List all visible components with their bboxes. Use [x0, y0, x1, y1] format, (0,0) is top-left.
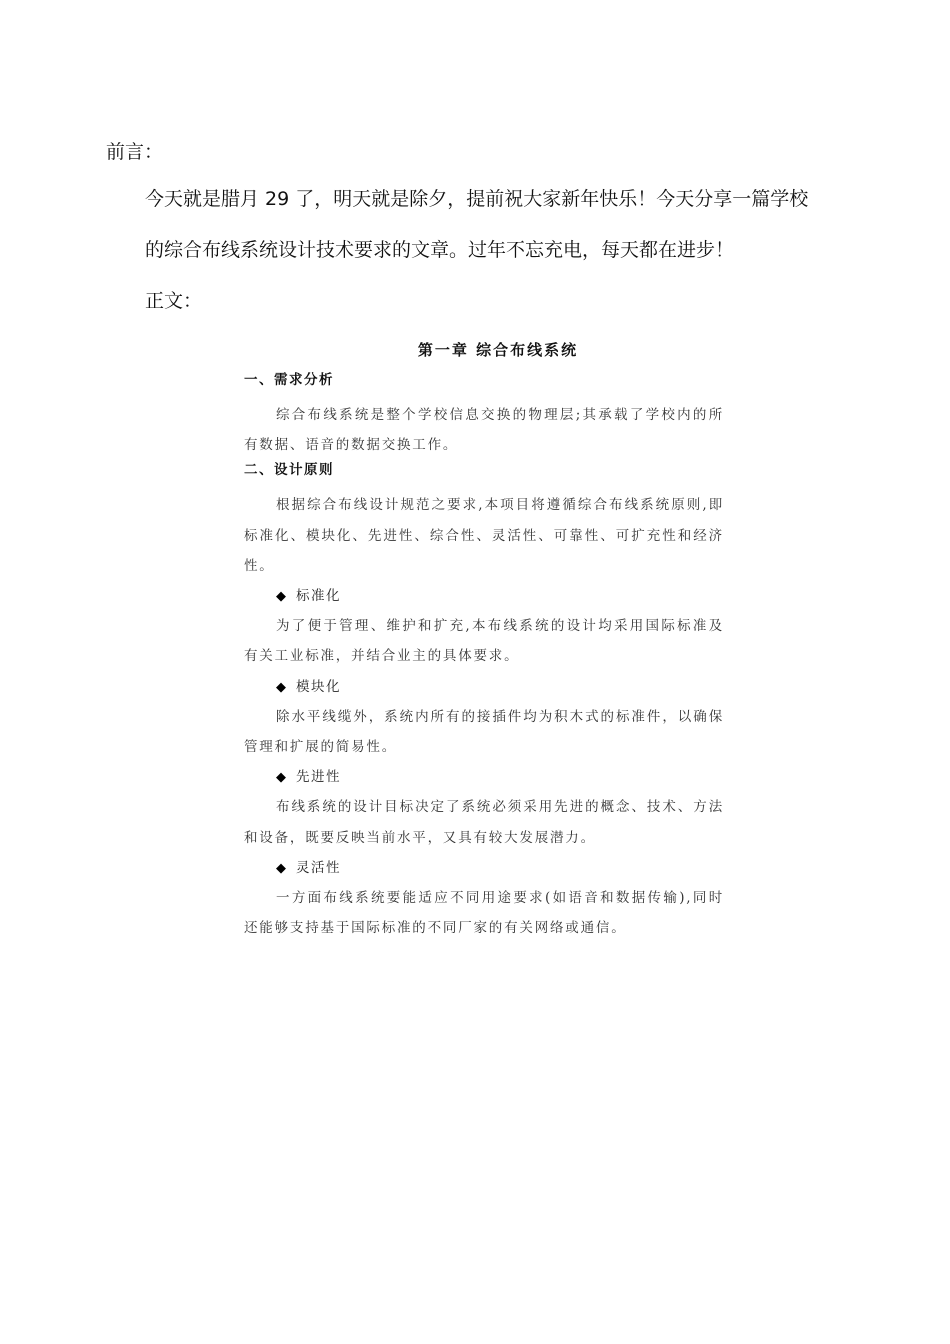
bullet-item-flexibility [244, 853, 724, 883]
modularity-paragraph: 除水平线缆外，系统内所有的接插件均为积木式的标准件，以确保管理和扩展的简易性。 [244, 708, 724, 755]
bullet-item-standardization [244, 581, 724, 611]
bullet-title: 模块化 [296, 678, 341, 695]
bullet-item-modularity [244, 672, 724, 702]
diamond-bullet-icon: ◆ [276, 860, 286, 876]
preface-label: 前言： [106, 141, 164, 163]
bullet-item-advancement [244, 762, 724, 792]
bullet-title: 灵活性 [296, 859, 341, 876]
advancement-paragraph: 布线系统的设计目标决定了系统必须采用先进的概念、技术、方法和设备，既要反映当前水平，又具有较大发展潜力。 [244, 799, 724, 846]
flexibility-paragraph: 一方面布线系统要能适应不同用途要求(如语音和数据传输),同时还能够支持基于国际标准的不同厂家的有关网络或通信。 [244, 889, 724, 937]
section-heading-requirements: 一、需求分析 [244, 372, 334, 388]
embedded-document [244, 340, 724, 943]
diamond-bullet-icon: ◆ [276, 589, 286, 605]
chapter-title: 第一章 综合布线系统 [417, 341, 579, 359]
diamond-bullet-icon: ◆ [276, 770, 286, 786]
principles-paragraph: 根据综合布线设计规范之要求,本项目将遵循综合布线系统原则,即标准化、模块化、先进性、综合性、灵活性、可靠性、可扩充性和经济性。 [244, 497, 724, 574]
intro-text-line-2: 的综合布线系统设计技术要求的文章。过年不忘充电，每天都在进步！ [145, 239, 735, 261]
requirements-paragraph: 综合布线系统是整个学校信息交换的物理层;其承载了学校内的所有数据、语音的数据交换工作。 [244, 407, 724, 454]
body-label: 正文： [145, 290, 203, 312]
bullet-title: 先进性 [296, 769, 341, 786]
standardization-paragraph: 为了便于管理、维护和扩充,本布线系统的设计均采用国际标准及有关工业标准，并结合业主的具体要求。 [244, 618, 724, 665]
section-heading-principles: 二、设计原则 [244, 462, 334, 479]
intro-text-line-1: 今天就是腊月 29 了，明天就是除夕，提前祝大家新年快乐！今天分享一篇学校 [145, 188, 809, 210]
bullet-title: 标准化 [296, 588, 341, 605]
diamond-bullet-icon: ◆ [276, 679, 286, 695]
